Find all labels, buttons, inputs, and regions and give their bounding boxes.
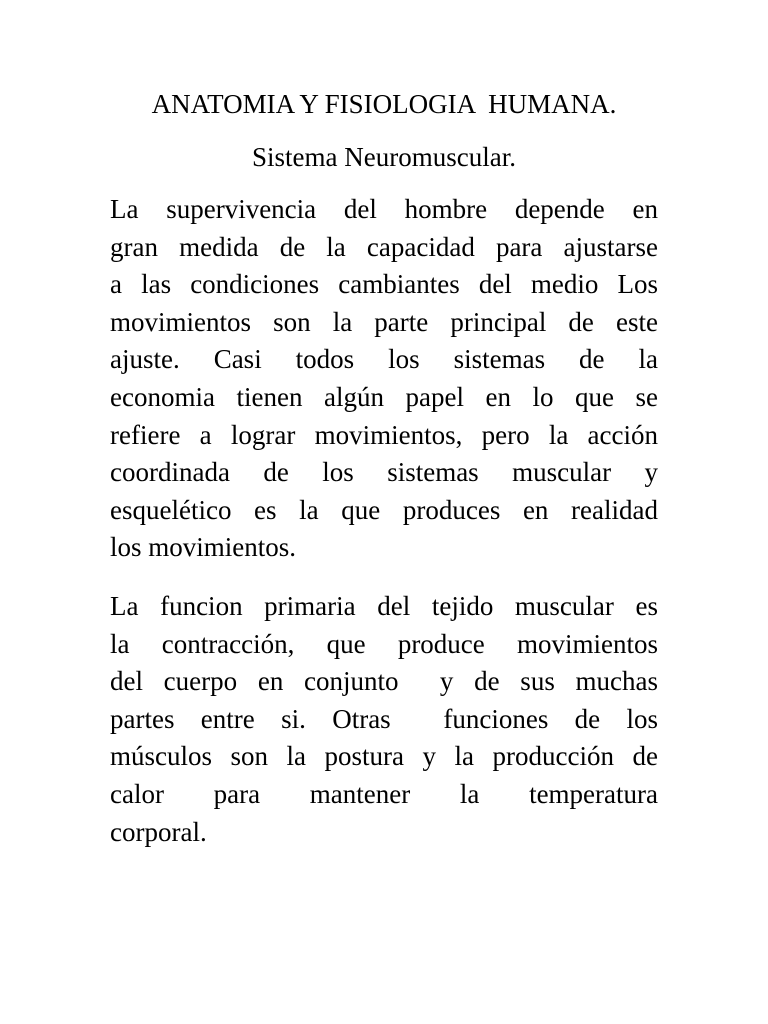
paragraph-line: del cuerpo en conjunto y de sus muchas	[110, 666, 658, 697]
paragraph-line: los movimientos.	[110, 532, 297, 563]
document-subtitle: Sistema Neuromuscular.	[252, 142, 516, 172]
paragraph-line: gran medida de la capacidad para ajustarse	[110, 231, 658, 262]
paragraph-line: economia tienen algún papel en lo que se	[110, 381, 658, 412]
paragraph-line: la contracción, que produce movimientos	[110, 628, 658, 659]
paragraph-line: La funcion primaria del tejido muscular es	[110, 591, 658, 621]
paragraph-1	[110, 191, 658, 567]
paragraph-line: refiere a lograr movimientos, pero la acción	[110, 419, 658, 450]
paragraph-line: movimientos son la parte principal de este	[110, 306, 658, 337]
paragraph-line: corporal.	[110, 816, 207, 847]
paragraph-line: esquelético es la que produces en realidad	[110, 494, 658, 525]
document-title: ANATOMIA Y FISIOLOGIA HUMANA.	[151, 89, 617, 119]
paragraph-line: calor para mantener la temperatura	[110, 778, 658, 809]
paragraph-line: músculos son la postura y la producción de	[110, 741, 658, 772]
paragraph-line: a las condiciones cambiantes del medio Los	[110, 269, 658, 300]
paragraph-line: La supervivencia del hombre depende en	[110, 194, 658, 224]
paragraph-2	[110, 588, 658, 851]
paragraph-line: coordinada de los sistemas muscular y	[110, 457, 658, 488]
paragraph-line: partes entre si. Otras funciones de los	[110, 703, 658, 734]
paragraph-line: ajuste. Casi todos los sistemas de la	[110, 344, 658, 375]
